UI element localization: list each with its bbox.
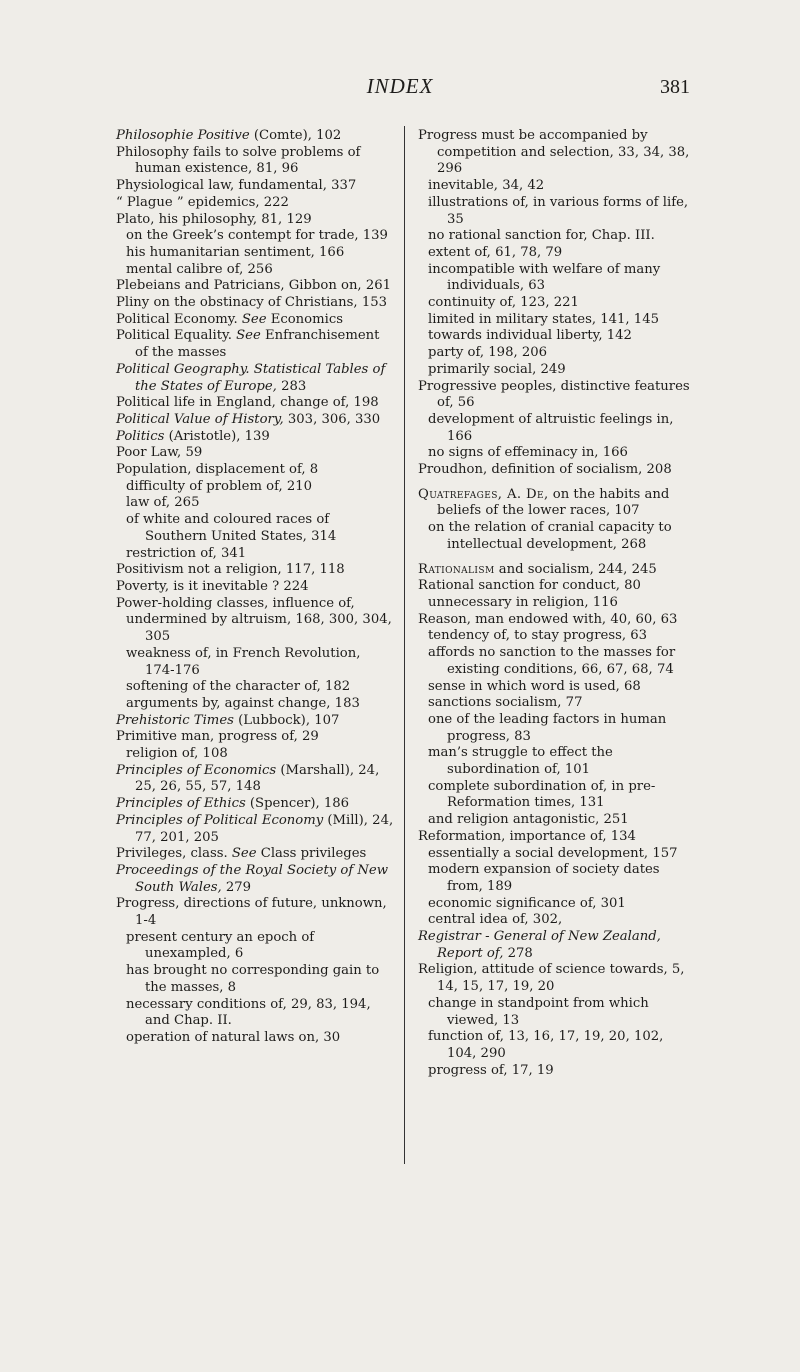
index-subentry xyxy=(418,996,690,1029)
entry-text: restriction of, 341 xyxy=(126,545,247,561)
entry-text: Political Value of History, xyxy=(116,411,284,427)
entry-text: Political life in England, change of, 198 xyxy=(116,395,379,411)
entry-text: progress of, 17, 19 xyxy=(428,1062,554,1078)
index-subentry xyxy=(116,512,394,545)
index-column-right xyxy=(418,128,690,1079)
entry-text: affords no sanction to the masses for existing conditions, 66, 67, 68, 74 xyxy=(428,645,676,677)
index-subentry xyxy=(418,628,690,645)
index-entry xyxy=(116,145,394,178)
index-entry xyxy=(116,429,394,446)
entry-text: present century an epoch of unexampled, 6 xyxy=(126,929,315,962)
index-subentry xyxy=(418,645,690,678)
index-subentry xyxy=(116,546,394,563)
index-entry xyxy=(116,412,394,429)
entry-text: his humanitarian sentiment, 166 xyxy=(126,244,345,260)
index-entry xyxy=(116,596,394,613)
entry-text: undermined by altruism, 168, 300, 304, 305 xyxy=(126,612,392,645)
entry-text: Plato, his philosophy, 81, 129 xyxy=(116,211,312,227)
entry-text: Principles of Economics xyxy=(116,762,277,778)
index-subentry xyxy=(418,595,690,612)
entry-text: towards individual liberty, 142 xyxy=(428,328,632,344)
entry-text: no signs of effeminacy in, 166 xyxy=(428,445,628,461)
index-subentry xyxy=(418,445,690,462)
index-subentry xyxy=(418,896,690,913)
entry-text: complete subordination of, in pre-Reformation times, 131 xyxy=(428,778,656,811)
entry-text: Poor Law, 59 xyxy=(116,445,203,461)
index-subentry xyxy=(116,479,394,496)
entry-text: Progress must be accompanied by competition and selection, 33, 34, 38, 296 xyxy=(418,128,690,177)
page-number: 381 xyxy=(660,76,690,98)
index-subentry xyxy=(116,746,394,763)
index-subentry xyxy=(418,362,690,379)
entry-text: on the habits and beliefs of the lower races, 107 xyxy=(437,486,670,519)
entry-text: 279 xyxy=(221,879,252,895)
entry-text: Poverty, is it inevitable ? 224 xyxy=(116,578,309,594)
index-column-left xyxy=(116,128,394,1047)
index-entry xyxy=(116,328,394,361)
entry-text: Principles of Ethics xyxy=(116,796,246,812)
entry-text: on the relation of cranial capacity to intellectual development, 268 xyxy=(428,520,672,552)
entry-text: illustrations of, in various forms of life, 35 xyxy=(428,194,689,227)
entry-text: Political Equality. xyxy=(116,328,237,344)
index-subentry xyxy=(418,1063,690,1080)
entry-text: operation of natural laws on, 30 xyxy=(126,1029,341,1045)
entry-text: softening of the character of, 182 xyxy=(126,679,351,695)
entry-text: law of, 265 xyxy=(126,495,200,511)
entry-text: Primitive man, progress of, 29 xyxy=(116,729,319,745)
index-entry xyxy=(116,278,394,295)
entry-text: limited in military states, 141, 145 xyxy=(428,311,659,327)
index-subentry xyxy=(418,912,690,929)
entry-text: Enfranchisement of the masses xyxy=(135,328,380,361)
index-entry xyxy=(116,295,394,312)
index-entry xyxy=(116,562,394,579)
entry-text: Rational sanction for conduct, 80 xyxy=(418,578,641,594)
entry-text: Registrar - General of New Zealand, Report of, xyxy=(418,929,661,961)
index-subentry xyxy=(116,997,394,1030)
index-subentry xyxy=(116,612,394,645)
entry-text: essentially a social development, 157 xyxy=(428,845,678,861)
index-entry xyxy=(116,395,394,412)
index-entry xyxy=(418,128,690,178)
entry-text: party of, 198, 206 xyxy=(428,345,548,361)
entry-text: mental calibre of, 256 xyxy=(126,261,273,277)
index-subentry xyxy=(418,345,690,362)
entry-text: sanctions socialism, 77 xyxy=(428,695,583,711)
entry-text: (Aristotle), 139 xyxy=(164,428,270,444)
entry-text: arguments by, against change, 183 xyxy=(126,695,360,711)
index-entry xyxy=(116,713,394,730)
index-subentry xyxy=(116,963,394,996)
page-header xyxy=(0,74,800,114)
index-subentry xyxy=(418,712,690,745)
entry-text: no rational sanction for, Chap. III. xyxy=(428,228,655,244)
index-entry xyxy=(116,863,394,896)
index-entry xyxy=(116,312,394,329)
index-subentry xyxy=(418,520,690,553)
entry-text: change in standpoint from which viewed, 13 xyxy=(428,995,649,1028)
entry-text: Progressive peoples, distinctive features of, 56 xyxy=(418,378,690,411)
index-subentry xyxy=(418,846,690,863)
index-entry xyxy=(116,195,394,212)
index-entry xyxy=(418,578,690,595)
index-subentry xyxy=(418,312,690,329)
entry-text: See xyxy=(231,846,257,862)
entry-text: Population, displacement of, 8 xyxy=(116,462,319,478)
entry-text: (Comte), 102 xyxy=(249,128,342,143)
entry-text: See xyxy=(241,311,267,327)
entry-text: of white and coloured races of Southern United States, 314 xyxy=(126,512,337,544)
index-entry xyxy=(116,813,394,846)
index-subentry xyxy=(418,178,690,195)
index-subentry xyxy=(116,1030,394,1047)
index-entry xyxy=(116,362,394,395)
entry-text: primarily social, 249 xyxy=(428,361,566,377)
entry-text: Reason, man endowed with, 40, 60, 63 xyxy=(418,611,678,627)
entry-text: economic significance of, 301 xyxy=(428,895,626,911)
index-entry xyxy=(418,829,690,846)
entry-text: religion of, 108 xyxy=(126,746,228,762)
entry-text: on the Greek’s contempt for trade, 139 xyxy=(126,228,388,244)
entry-text: man’s struggle to effect the subordination of, 101 xyxy=(428,745,613,778)
entry-text: Religion, attitude of science towards, 5, 14, 15, 17, 19, 20 xyxy=(418,962,685,995)
index-entry xyxy=(418,487,690,520)
entry-text: Economics xyxy=(266,311,343,327)
entry-text: Prehistoric Times xyxy=(116,712,234,728)
entry-text: Philosophy fails to solve problems of human existence, 81, 96 xyxy=(116,144,361,177)
entry-text: 303, 306, 330 xyxy=(283,411,381,427)
index-subentry xyxy=(418,412,690,445)
entry-text: Principles of Political Economy xyxy=(116,812,324,828)
index-entry xyxy=(116,579,394,596)
entry-text: See xyxy=(236,328,261,344)
entry-text: “ Plague ” epidemics, 222 xyxy=(116,194,289,210)
entry-text: Political Geography. Statistical Tables of the States of Europe, xyxy=(116,361,386,394)
index-subentry xyxy=(418,1029,690,1062)
index-entry xyxy=(418,562,690,579)
entry-text: Class privileges xyxy=(256,846,367,862)
index-entry xyxy=(418,462,690,479)
entry-text: unnecessary in religion, 116 xyxy=(428,594,618,610)
index-subentry xyxy=(116,495,394,512)
index-entry xyxy=(418,379,690,412)
entry-text: inevitable, 34, 42 xyxy=(428,178,545,194)
index-entry xyxy=(116,796,394,813)
entry-text: tendency of, to stay progress, 63 xyxy=(428,628,648,644)
index-entry xyxy=(418,929,690,962)
index-subentry xyxy=(418,779,690,812)
entry-text: Positivism not a religion, 117, 118 xyxy=(116,562,345,578)
entry-text: central idea of, 302, xyxy=(428,912,563,928)
entry-text: 278 xyxy=(503,945,533,961)
index-subentry xyxy=(116,245,394,262)
running-title: INDEX xyxy=(366,74,434,98)
entry-text: (Spencer), 186 xyxy=(245,796,350,812)
index-entry xyxy=(116,128,394,145)
column-divider xyxy=(404,126,405,1164)
entry-text: one of the leading factors in human progress, 83 xyxy=(428,711,667,744)
index-subentry xyxy=(418,745,690,778)
index-subentry xyxy=(418,862,690,895)
index-subentry xyxy=(116,696,394,713)
index-entry xyxy=(116,896,394,929)
index-subentry xyxy=(116,930,394,963)
entry-text: necessary conditions of, 29, 83, 194, and Chap. II. xyxy=(126,996,371,1029)
entry-text: (Lubbock), 107 xyxy=(233,712,340,728)
entry-text: continuity of, 123, 221 xyxy=(428,295,579,311)
entry-text: Proceedings of the Royal Society of New South Wales, xyxy=(116,862,389,895)
entry-text: Privileges, class. xyxy=(116,846,232,862)
entry-text: has brought no corresponding gain to the masses, 8 xyxy=(126,963,380,995)
index-subentry xyxy=(418,295,690,312)
entry-text: Reformation, importance of, 134 xyxy=(418,828,636,844)
index-subentry xyxy=(418,328,690,345)
index-subentry xyxy=(418,245,690,262)
index-subentry xyxy=(418,679,690,696)
entry-text: incompatible with welfare of many individuals, 63 xyxy=(428,261,661,294)
index-entry xyxy=(418,962,690,995)
entry-text: and religion antagonistic, 251 xyxy=(428,812,629,828)
index-entry xyxy=(116,178,394,195)
entry-text: (Marshall), 24, 25, 26, 55, 57, 148 xyxy=(135,762,380,795)
entry-text: Physiological law, fundamental, 337 xyxy=(116,178,357,194)
index-subentry xyxy=(418,812,690,829)
entry-text: extent of, 61, 78, 79 xyxy=(428,244,563,260)
index-entry xyxy=(116,846,394,863)
entry-text: Philosophie Positive xyxy=(116,128,250,143)
index-entry xyxy=(116,763,394,796)
entry-text: development of altruistic feelings in, 166 xyxy=(428,411,674,444)
entry-text: weakness of, in French Revolution, 174-176 xyxy=(126,645,361,678)
index-entry xyxy=(116,729,394,746)
entry-text: (Mill), 24, 77, 201, 205 xyxy=(135,812,394,845)
entry-text: Power-holding classes, influence of, xyxy=(116,595,355,611)
entry-text: modern expansion of society dates from, 189 xyxy=(428,862,660,894)
entry-text: and socialism, 244, 245 xyxy=(494,561,657,577)
index-entry xyxy=(116,212,394,229)
entry-text: Progress, directions of future, unknown, 1-4 xyxy=(116,896,387,929)
index-subentry xyxy=(418,262,690,295)
index-entry xyxy=(418,612,690,629)
entry-text: 283 xyxy=(276,378,307,394)
entry-text: Pliny on the obstinacy of Christians, 153 xyxy=(116,295,387,311)
index-subentry xyxy=(116,262,394,279)
index-subentry xyxy=(116,679,394,696)
entry-text: Quatrefages, A. De, xyxy=(418,486,549,502)
index-subentry xyxy=(418,695,690,712)
entry-text: Proudhon, definition of socialism, 208 xyxy=(418,462,672,478)
entry-text: function of, 13, 16, 17, 19, 20, 102, 104, 290 xyxy=(428,1029,664,1061)
entry-text: Plebeians and Patricians, Gibbon on, 261 xyxy=(116,278,391,294)
index-entry xyxy=(116,445,394,462)
index-subentry xyxy=(418,228,690,245)
index-subentry xyxy=(116,646,394,679)
entry-text: Politics xyxy=(116,428,165,444)
index-subentry xyxy=(418,195,690,228)
entry-text: Rationalism xyxy=(418,561,495,577)
index-subentry xyxy=(116,228,394,245)
entry-text: sense in which word is used, 68 xyxy=(428,678,641,694)
entry-text: difficulty of problem of, 210 xyxy=(126,478,313,494)
index-entry xyxy=(116,462,394,479)
entry-text: Political Economy. xyxy=(116,311,242,327)
